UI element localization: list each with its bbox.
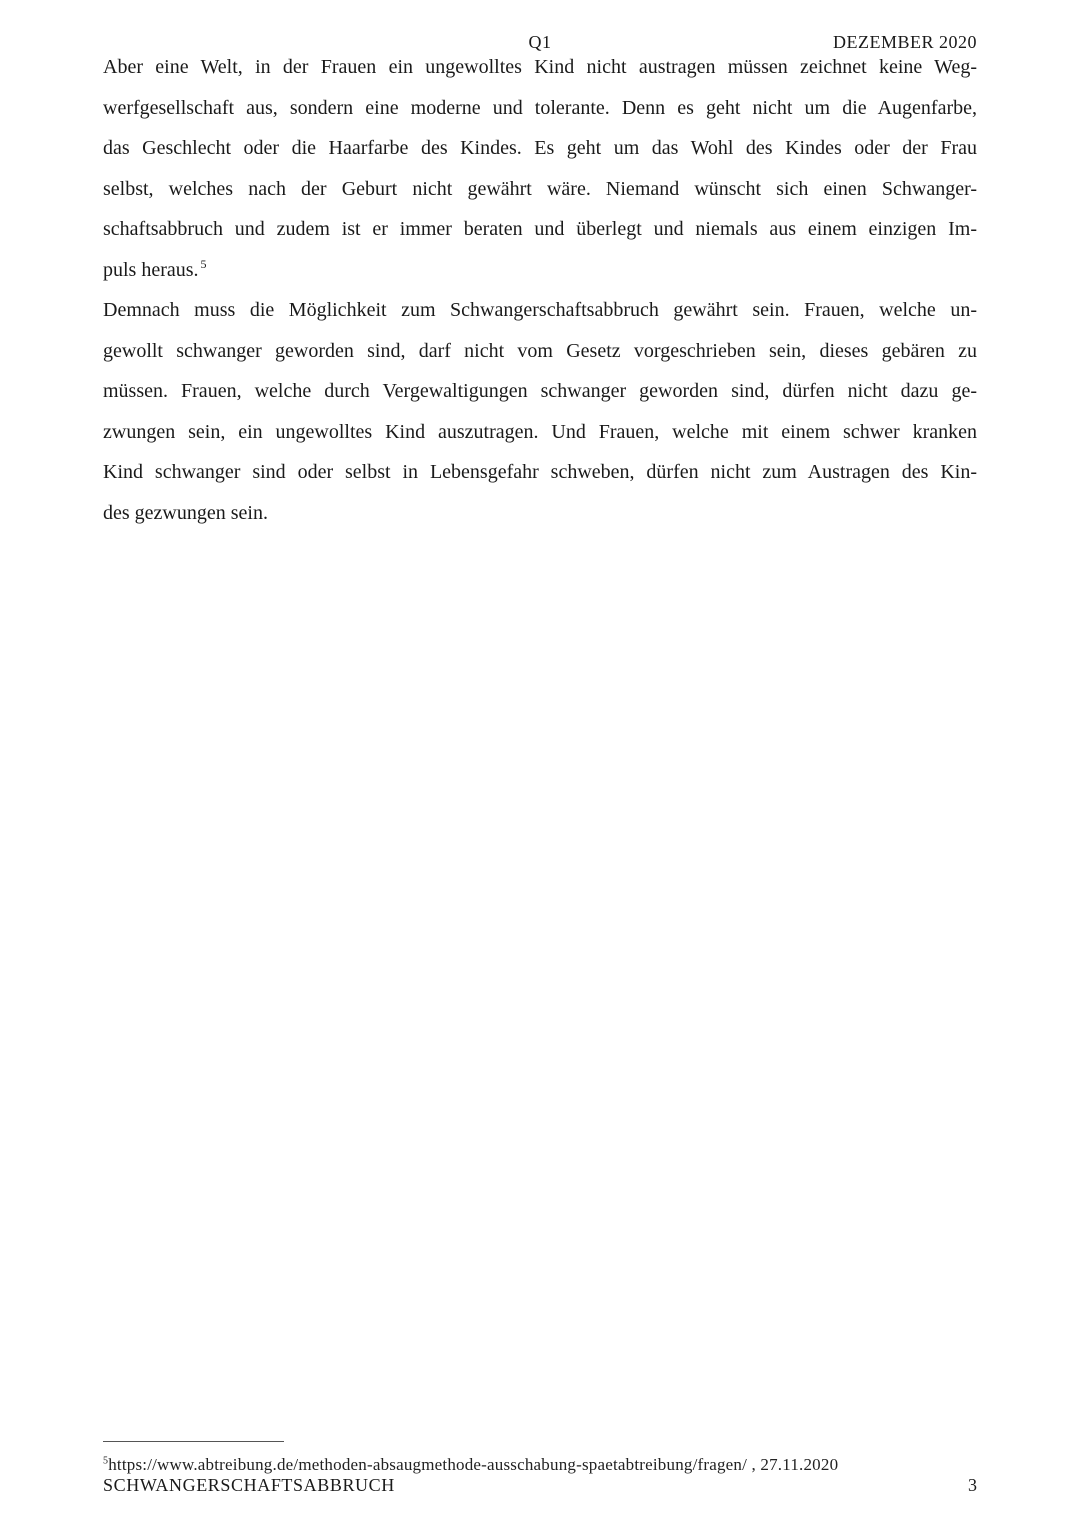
text-line: Demnach muss die Möglichkeit zum Schwangerschaftsabbruch gewährt sein. Frauen, welche un- — [103, 299, 977, 321]
paragraph-2 — [103, 290, 977, 533]
text-line: Kind schwanger sind oder selbst in Lebensgefahr schweben, dürfen nicht zum Austragen des Kin- — [103, 461, 977, 483]
footnote-reference: 5 — [200, 256, 207, 271]
text-line: schaftsabbruch und zudem ist er immer beraten und überlegt und niemals aus einem einzigen Im- — [103, 218, 977, 240]
paragraph-1 — [103, 47, 977, 290]
header-date: DEZEMBER 2020 — [833, 32, 977, 52]
footnote — [103, 1455, 838, 1475]
header-course: Q1 — [528, 32, 552, 52]
document-body — [103, 47, 977, 533]
footnote-separator — [103, 1441, 284, 1442]
text-line: puls heraus. $^5$ — [103, 256, 207, 281]
text-line: das Geschlecht oder die Haarfarbe des Kindes. Es geht um das Wohl des Kindes oder der Frau — [103, 137, 977, 159]
page-number: 3 — [968, 1475, 977, 1495]
text-line: müssen. Frauen, welche durch Vergewaltigungen schwanger geworden sind, dürfen nicht dazu ge- — [103, 380, 977, 402]
text-line: Aber eine Welt, in der Frauen ein ungewolltes Kind nicht austragen müssen zeichnet keine Weg- — [103, 56, 977, 78]
text-line: zwungen sein, ein ungewolltes Kind auszutragen. Und Frauen, welche mit einem schwer kranken — [103, 420, 977, 443]
text-line: werfgesellschaft aus, sondern eine moderne und tolerante. Denn es geht nicht um die Augenfarbe, — [103, 96, 977, 119]
footnote-number: 5 — [103, 1455, 109, 1467]
text-line: gewollt schwanger geworden sind, darf nicht vom Gesetz vorgeschrieben sein, dieses gebären zu — [103, 339, 977, 362]
text-line: des gezwungen sein. — [103, 501, 268, 524]
footer-title: SCHWANGERSCHAFTSABBRUCH — [103, 1475, 395, 1495]
footnote-link[interactable]: https://www.abtreibung.de/methoden-absaugmethode-ausschabung-spaetabtreibung/fragen/ , 27.11.2020 — [108, 1455, 839, 1474]
text-line: selbst, welches nach der Geburt nicht gewährt wäre. Niemand wünscht sich einen Schwanger- — [103, 177, 977, 200]
